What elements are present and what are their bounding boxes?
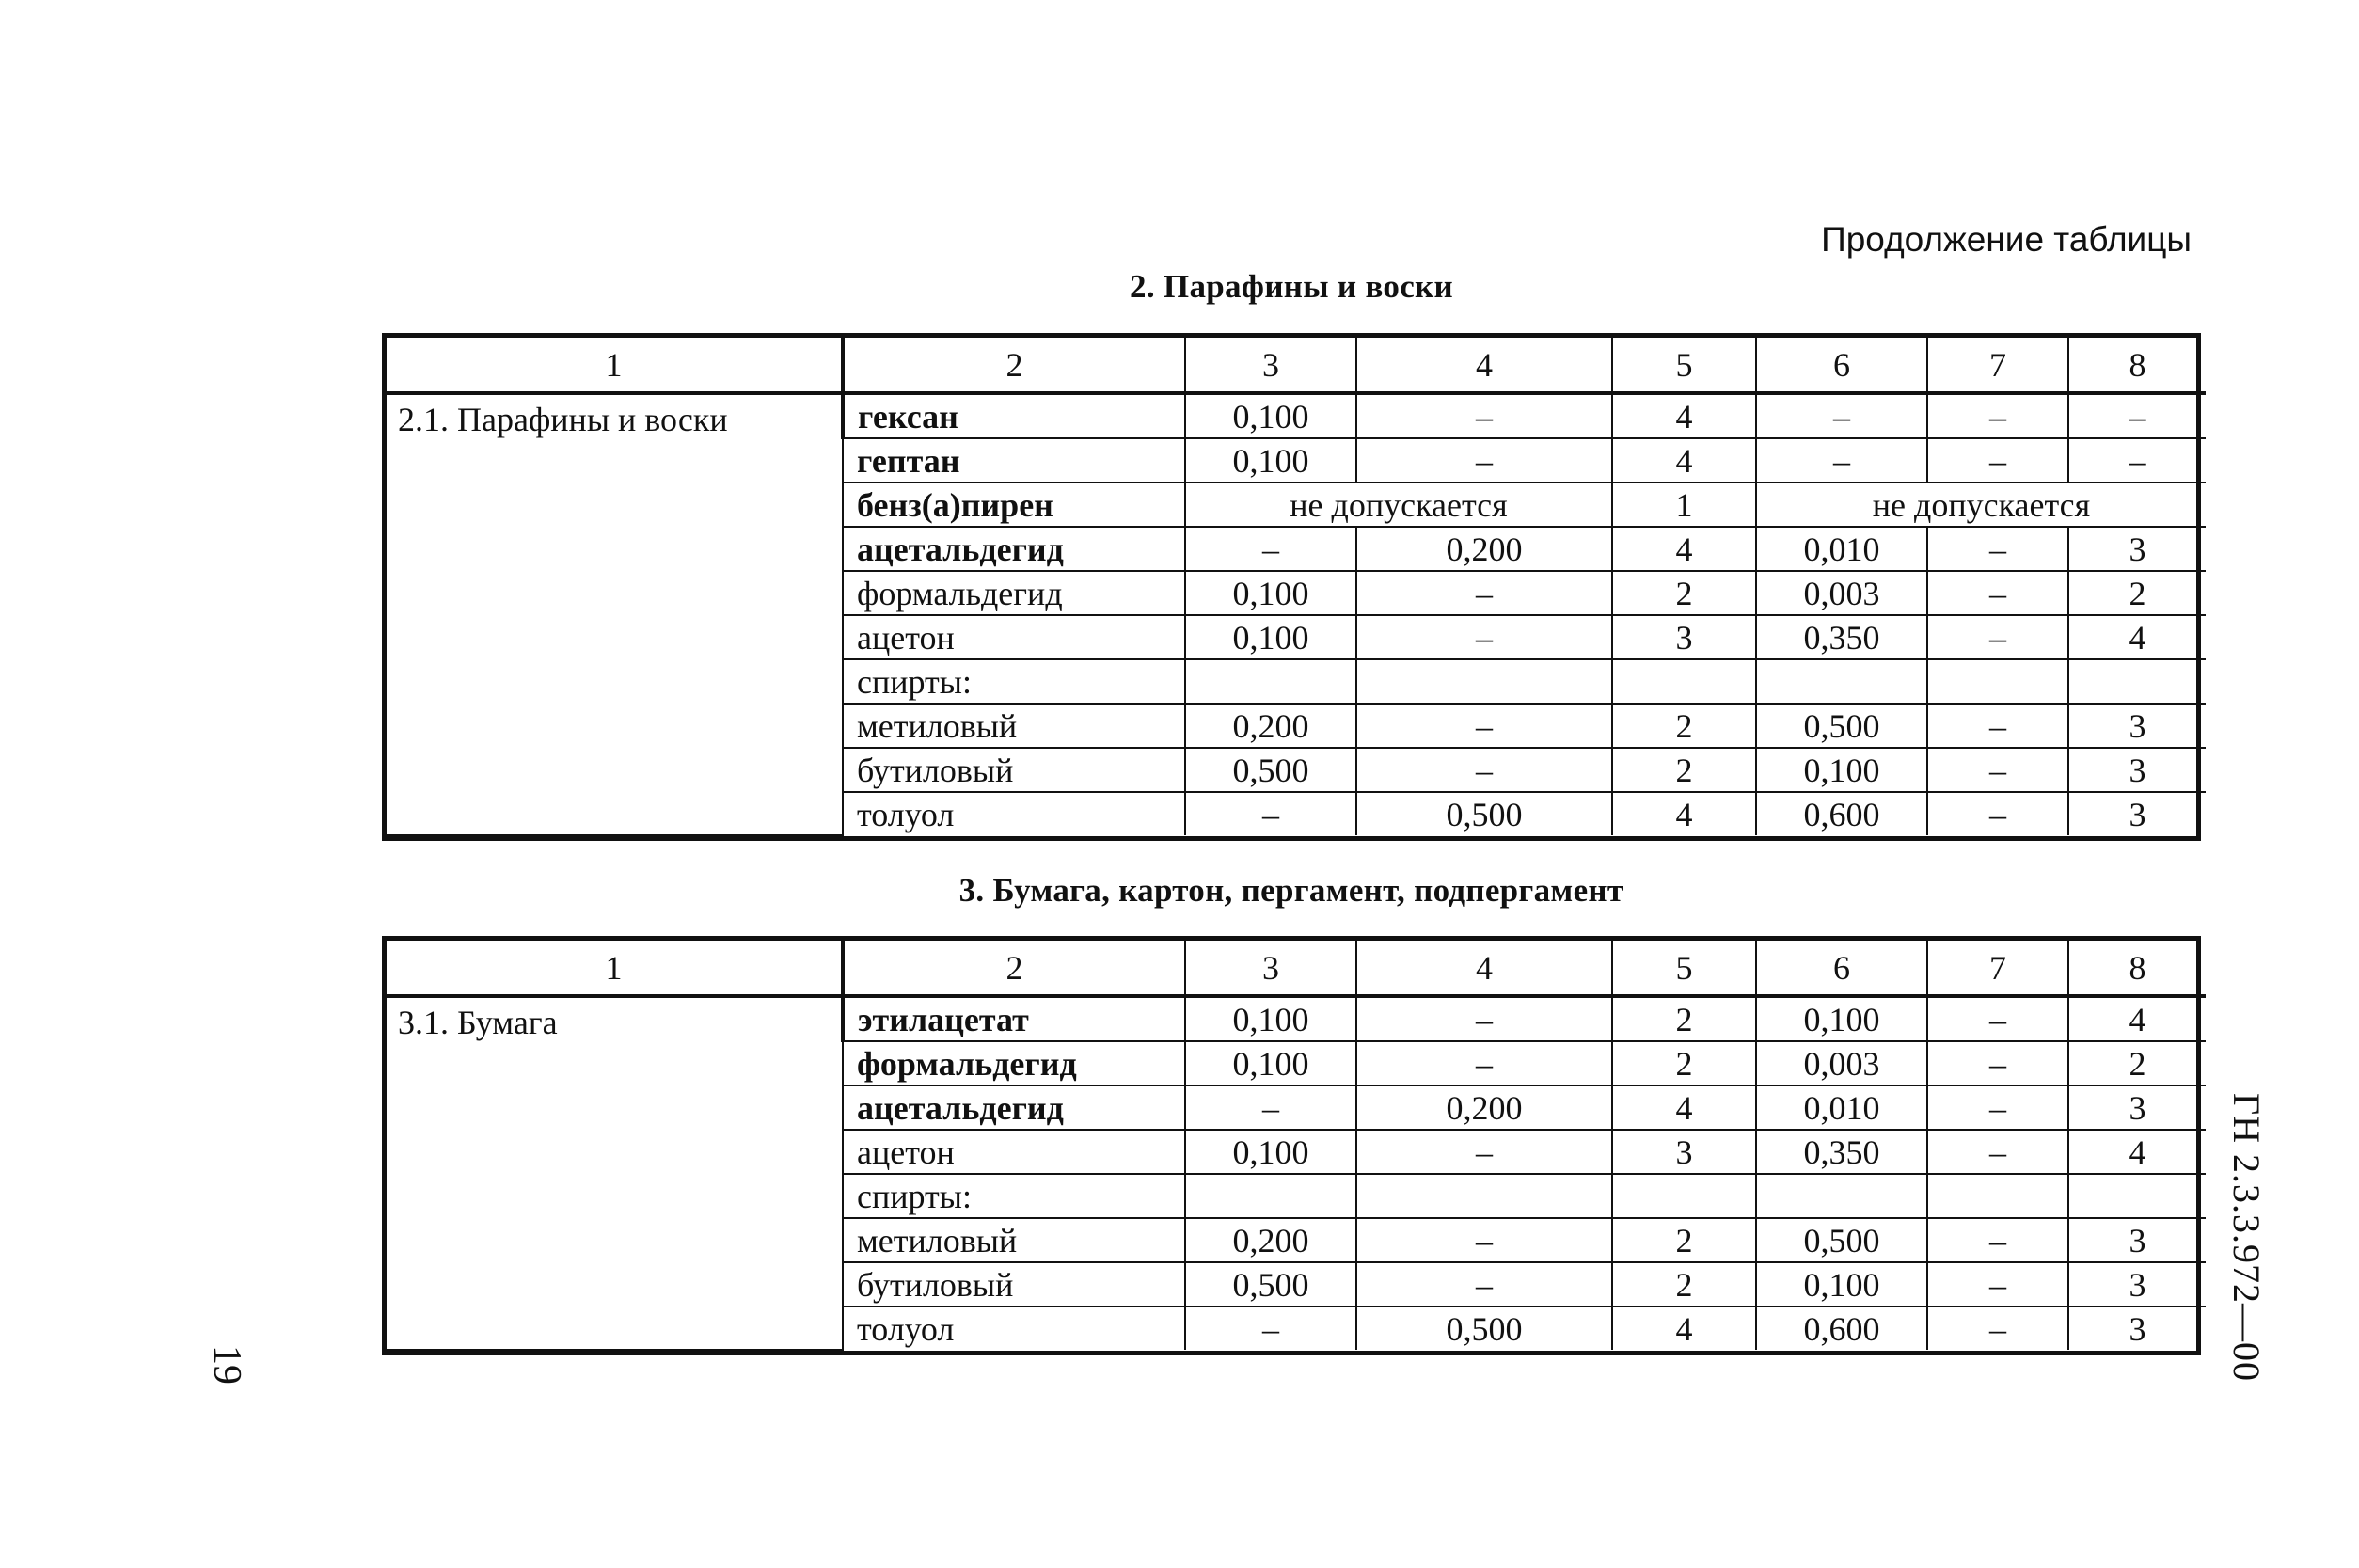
value-cell: 0,500 <box>1756 1218 1927 1262</box>
value-cell: 4 <box>1612 1307 1756 1350</box>
value-cell: – <box>1356 1041 1612 1085</box>
column-header: 7 <box>1927 338 2068 393</box>
value-cell: 0,100 <box>1185 393 1356 438</box>
value-cell: 4 <box>2068 996 2206 1041</box>
value-cell: 4 <box>2068 615 2206 659</box>
section-title-paraffins: 2. Парафины и воски <box>1130 268 1453 305</box>
column-header: 5 <box>1612 338 1756 393</box>
value-cell: 0,200 <box>1185 1218 1356 1262</box>
value-cell: – <box>1927 1130 2068 1174</box>
substance-cell: гексан <box>843 393 1185 438</box>
value-cell: 3 <box>1612 615 1756 659</box>
value-cell: 4 <box>1612 1085 1756 1130</box>
value-cell: – <box>1356 571 1612 615</box>
value-cell: – <box>1185 1307 1356 1350</box>
value-cell: – <box>1356 1262 1612 1307</box>
merged-value-cell: не допускается <box>1185 483 1612 527</box>
value-cell: – <box>1356 996 1612 1041</box>
value-cell: 2 <box>2068 1041 2206 1085</box>
value-cell: 3 <box>2068 704 2206 748</box>
substance-cell: спирты: <box>843 659 1185 704</box>
value-cell <box>1356 659 1612 704</box>
value-cell: – <box>1927 1085 2068 1130</box>
value-cell: 0,100 <box>1185 1130 1356 1174</box>
column-header: 8 <box>2068 338 2206 393</box>
value-cell: 0,500 <box>1356 792 1612 835</box>
value-cell <box>1185 1174 1356 1218</box>
value-cell: – <box>1356 704 1612 748</box>
substance-cell: толуол <box>843 792 1185 835</box>
value-cell: 2 <box>2068 571 2206 615</box>
value-cell <box>2068 1174 2206 1218</box>
value-cell: – <box>1185 527 1356 571</box>
substance-cell: ацетон <box>843 615 1185 659</box>
value-cell: 2 <box>1612 704 1756 748</box>
value-cell <box>1612 1174 1756 1218</box>
value-cell: 0,500 <box>1756 704 1927 748</box>
value-cell: – <box>1927 704 2068 748</box>
value-cell: 0,100 <box>1185 615 1356 659</box>
value-cell: – <box>1927 615 2068 659</box>
document-code: ГН 2.3.3.972—00 <box>2225 1093 2268 1383</box>
column-header: 2 <box>843 941 1185 996</box>
value-cell: 2 <box>1612 748 1756 792</box>
value-cell <box>1185 659 1356 704</box>
table-header-row <box>387 941 2206 996</box>
value-cell: – <box>1356 438 1612 483</box>
value-cell: 0,500 <box>1185 748 1356 792</box>
column-header: 1 <box>387 338 843 393</box>
value-cell: 0,100 <box>1185 438 1356 483</box>
column-header: 3 <box>1185 941 1356 996</box>
value-cell: – <box>1356 748 1612 792</box>
value-cell: 3 <box>2068 1085 2206 1130</box>
value-cell <box>1927 1174 2068 1218</box>
substance-cell: бутиловый <box>843 748 1185 792</box>
paraffins-table <box>382 333 2201 841</box>
value-cell: – <box>1356 615 1612 659</box>
value-cell: – <box>1927 571 2068 615</box>
value-cell <box>1756 1174 1927 1218</box>
value-cell: 0,200 <box>1185 704 1356 748</box>
substance-cell: формальдегид <box>843 1041 1185 1085</box>
substance-cell: гептан <box>843 438 1185 483</box>
substance-cell: метиловый <box>843 1218 1185 1262</box>
value-cell: 2 <box>1612 1262 1756 1307</box>
section-title-paper: 3. Бумага, картон, пергамент, подпергамент <box>958 872 1624 909</box>
column-header: 7 <box>1927 941 2068 996</box>
group-label: 3.1. Бумага <box>387 996 843 1350</box>
value-cell: 3 <box>2068 1307 2206 1350</box>
value-cell: 0,100 <box>1756 748 1927 792</box>
column-header: 5 <box>1612 941 1756 996</box>
value-cell <box>1612 659 1756 704</box>
value-cell: – <box>1356 1218 1612 1262</box>
value-cell: 3 <box>2068 527 2206 571</box>
value-cell <box>2068 659 2206 704</box>
substance-cell: метиловый <box>843 704 1185 748</box>
value-cell: 0,500 <box>1356 1307 1612 1350</box>
value-cell: – <box>1356 1130 1612 1174</box>
value-cell: 0,600 <box>1756 792 1927 835</box>
value-cell: 0,003 <box>1756 1041 1927 1085</box>
substance-cell: ацетон <box>843 1130 1185 1174</box>
value-cell: 0,003 <box>1756 571 1927 615</box>
value-cell <box>1756 659 1927 704</box>
value-cell: – <box>1927 1218 2068 1262</box>
paper-table <box>382 936 2201 1355</box>
value-cell: 4 <box>2068 1130 2206 1174</box>
value-cell: – <box>1927 393 2068 438</box>
table-row <box>387 996 2206 1041</box>
value-cell: 4 <box>1612 527 1756 571</box>
value-cell: 0,350 <box>1756 615 1927 659</box>
value-cell: 3 <box>2068 1262 2206 1307</box>
value-cell: – <box>2068 393 2206 438</box>
value-cell <box>1356 1174 1612 1218</box>
value-cell: – <box>1756 438 1927 483</box>
value-cell: – <box>1927 1307 2068 1350</box>
substance-cell: этилацетат <box>843 996 1185 1041</box>
value-cell: 3 <box>2068 748 2206 792</box>
value-cell: – <box>1927 1262 2068 1307</box>
substance-cell: толуол <box>843 1307 1185 1350</box>
substance-cell: бенз(а)пирен <box>843 483 1185 527</box>
column-header: 3 <box>1185 338 1356 393</box>
value-cell: 0,600 <box>1756 1307 1927 1350</box>
substance-cell: бутиловый <box>843 1262 1185 1307</box>
value-cell: – <box>1927 527 2068 571</box>
value-cell: 2 <box>1612 571 1756 615</box>
page-number: 19 <box>205 1345 248 1385</box>
value-cell: 3 <box>1612 1130 1756 1174</box>
value-cell: – <box>1756 393 1927 438</box>
value-cell: 0,350 <box>1756 1130 1927 1174</box>
value-cell: – <box>1927 996 2068 1041</box>
value-cell: 3 <box>2068 1218 2206 1262</box>
value-cell: – <box>1927 792 2068 835</box>
column-header: 4 <box>1356 338 1612 393</box>
value-cell: – <box>2068 438 2206 483</box>
substance-cell: формальдегид <box>843 571 1185 615</box>
column-header: 6 <box>1756 338 1927 393</box>
value-cell: 0,010 <box>1756 527 1927 571</box>
column-header: 2 <box>843 338 1185 393</box>
value-cell: 0,100 <box>1185 996 1356 1041</box>
value-cell: 0,100 <box>1756 1262 1927 1307</box>
table-header-row <box>387 338 2206 393</box>
value-cell: 3 <box>2068 792 2206 835</box>
value-cell: – <box>1185 792 1356 835</box>
value-cell: – <box>1927 748 2068 792</box>
value-cell: 2 <box>1612 1041 1756 1085</box>
value-cell: – <box>1927 1041 2068 1085</box>
value-cell: 0,010 <box>1756 1085 1927 1130</box>
value-cell: – <box>1185 1085 1356 1130</box>
column-header: 1 <box>387 941 843 996</box>
column-header: 6 <box>1756 941 1927 996</box>
value-cell: 0,500 <box>1185 1262 1356 1307</box>
value-cell: 4 <box>1612 438 1756 483</box>
value-cell: 4 <box>1612 792 1756 835</box>
value-cell: 2 <box>1612 1218 1756 1262</box>
continuation-note: Продолжение таблицы <box>1821 220 2192 259</box>
value-cell: 0,100 <box>1185 1041 1356 1085</box>
value-cell: 0,200 <box>1356 527 1612 571</box>
value-cell: 4 <box>1612 393 1756 438</box>
substance-cell: ацетальдегид <box>843 1085 1185 1130</box>
merged-value-cell: не допускается <box>1756 483 2206 527</box>
table-row <box>387 393 2206 438</box>
column-header: 4 <box>1356 941 1612 996</box>
column-header: 8 <box>2068 941 2206 996</box>
substance-cell: ацетальдегид <box>843 527 1185 571</box>
group-label: 2.1. Парафины и воски <box>387 393 843 835</box>
value-cell: 0,200 <box>1356 1085 1612 1130</box>
value-cell: 1 <box>1612 483 1756 527</box>
value-cell: 2 <box>1612 996 1756 1041</box>
value-cell: 0,100 <box>1756 996 1927 1041</box>
value-cell <box>1927 659 2068 704</box>
value-cell: – <box>1927 438 2068 483</box>
value-cell: – <box>1356 393 1612 438</box>
value-cell: 0,100 <box>1185 571 1356 615</box>
substance-cell: спирты: <box>843 1174 1185 1218</box>
